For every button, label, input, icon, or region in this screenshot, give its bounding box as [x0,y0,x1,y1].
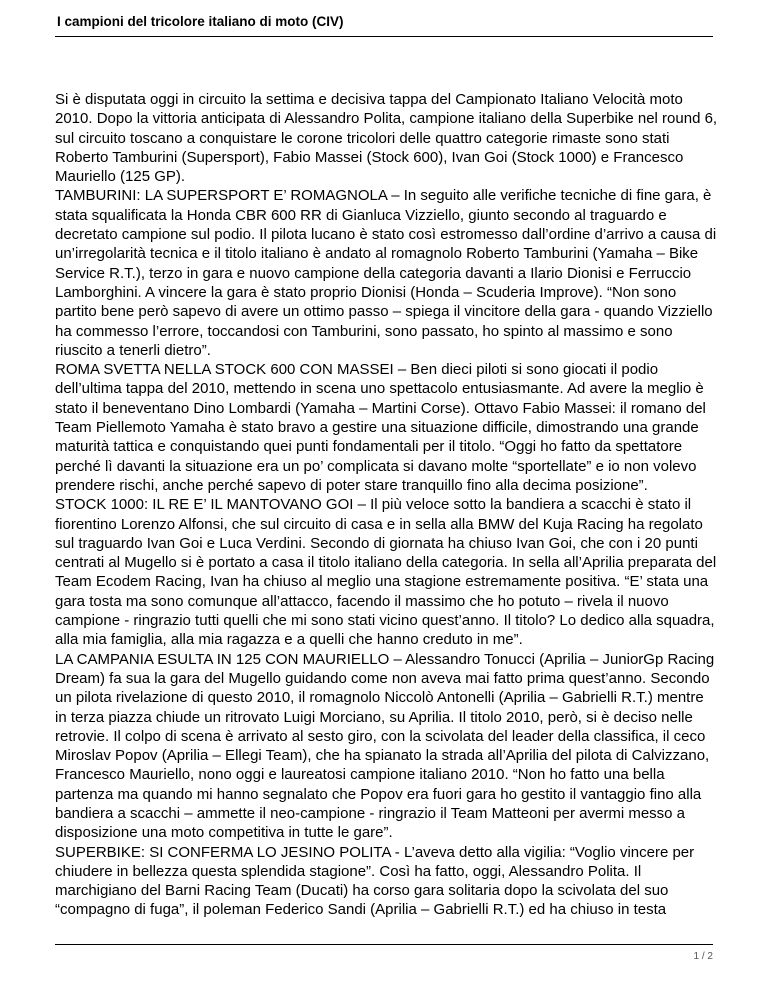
document-title: I campioni del tricolore italiano di moto (CIV) [57,14,344,29]
paragraph-superbike: SUPERBIKE: SI CONFERMA LO JESINO POLITA - L’aveva detto alla vigilia: “Voglio vincere per chiudere in bellezza questa splendida stagione”. Così ha fatto, oggi, Alessandro Polita. Il marchigiano del Barni Racing Team (Ducati) ha corso gara solitaria dopo la scivolata del suo “compagno di fuga”, il poleman Federico Sandi (Aprilia – Gabrielli R.T.) ed ha chiuso in testa [55,843,695,919]
page-header [55,8,713,37]
paragraph-stock-600: ROMA SVETTA NELLA STOCK 600 CON MASSEI – Ben dieci piloti si sono giocati il podio dell’ultima tappa del 2010, mettendo in scena uno spettacolo entusiasmante. Ad avere la meglio è stato il beneventano Dino Lombardi (Yamaha – Martini Corse). Ottavo Fabio Massei: il romano del Team Piellemoto Yamaha è stato bravo a gestire una situazione difficile, dimostrando una grande maturità tattica e conquistando quei punti fondamentali per il titolo. “Oggi ho fatto da spettatore perché lì davanti la situazione era un po’ complicata si davano molte “sportellate” e io non volevo prendere rischi, anche perché sapevo di poter stare tranquillo fino alla decima posizione”. [55,361,706,494]
paragraph-intro: Si è disputata oggi in circuito la settima e decisiva tappa del Campionato Italiano Velocità moto 2010. Dopo la vittoria anticipata di Alessandro Polita, campione italiano della Superbike nel round 6, sul circuito toscano a conquistare le corone tricolori delle quattro categorie rimaste sono stati Roberto Tamburini (Supersport), Fabio Massei (Stock 600), Ivan Goi (Stock 1000) e Francesco Mauriello (125 GP). [55,91,718,186]
page-number: 1 / 2 [693,951,713,962]
page-footer [55,944,713,985]
article-body [55,90,719,920]
paragraph-stock-1000: STOCK 1000: IL RE E’ IL MANTOVANO GOI – Il più veloce sotto la bandiera a scacchi è stato il fiorentino Lorenzo Alfonsi, che sul circuito di casa e in sella alla BMW del Kuja Racing ha regolato sul traguardo Ivan Goi e Luca Verdini. Secondo di giornata ha chiuso Ivan Goi, che con i 20 punti centrati al Mugello si è portato a casa il titolo italiano della categoria. In sella all’Aprilia preparata del Team Ecodem Racing, Ivan ha chiuso al meglio una stagione estremamente positiva. “E’ stata una gara tosta ma sono comunque all’attacco, facendo il massimo che ho potuto – rivela il nuovo campione - ringrazio tutti quelli che mi sono stati vicino quest’anno. Il titolo? Lo dedico alla squadra, alla mia famiglia, alla mia ragazza e a quelli che hanno creduto in me”. [55,496,717,649]
paragraph-supersport: TAMBURINI: LA SUPERSPORT E’ ROMAGNOLA – In seguito alle verifiche tecniche di fine gara, è stata squalificata la Honda CBR 600 RR di Gianluca Vizziello, giunto secondo al traguardo e decretato campione sul podio. Il pilota lucano è stato così estromesso dall’ordine d’arrivo a causa di un’irregolarità tecnica e il titolo italiano è andato al romagnolo Roberto Tamburini (Yamaha – Bike Service R.T.), terzo in gara e nuovo campione della categoria davanti a Ilario Dionisi e Ferruccio Lamborghini. A vincere la gara è stato proprio Dionisi (Honda – Scuderia Improve). “Non sono partito bene però sapevo di avere un ottimo passo – spiega il vincitore della gara - quando Vizziello ha commesso l’errore, toccandosi con Tamburini, sono passato, ho spinto al massimo e sono riuscito a tenerli dietro”. [55,187,717,359]
paragraph-125-gp: LA CAMPANIA ESULTA IN 125 CON MAURIELLO – Alessandro Tonucci (Aprilia – JuniorGp Racing Dream) fa sua la gara del Mugello guidando come non aveva mai fatto prima quest’anno. Secondo un pilota rivelazione di questo 2010, il romagnolo Niccolò Antonelli (Aprilia – Gabrielli R.T.) mentre in terza piazza chiude un ritrovato Luigi Morciano, su Aprilia. Il titolo 2010, però, si è deciso nelle retrovie. Il colpo di scena è arrivato al sesto giro, con la scivolata del leader della classifica, il ceco Miroslav Popov (Aprilia – Ellegi Team), che ha spianato la strada all’Aprilia del pilota di Calvizzano, Francesco Mauriello, nono oggi e laureatosi campione italiano 2010. “Non ho fatto una bella partenza ma quando mi hanno segnalato che Popov era fuori gara ho gestito il vantaggio fino alla bandiera a scacchi – ammette il neo-campione - ringrazio il Team Matteoni per avermi messo a disposizione una moto competitiva in tutte le gare”. [55,650,715,842]
